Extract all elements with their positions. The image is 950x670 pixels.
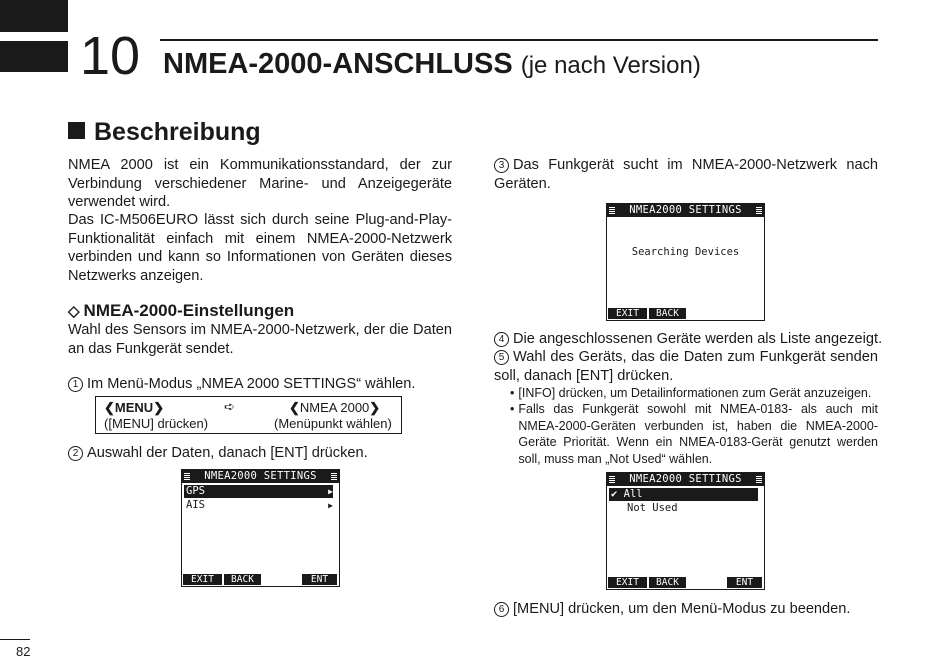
step-2 (68, 444, 368, 463)
step-text: Im Menü-Modus „NMEA 2000 SETTINGS“ wählen. (87, 376, 416, 392)
lcd-header-text: NMEA2000 SETTINGS (629, 204, 742, 216)
step-text: Das Funkgerät sucht im NMEA-2000-Netzwerk nach Geräten. (494, 157, 878, 192)
step-number: 4 (494, 332, 509, 347)
bullet-dot: • (510, 386, 515, 400)
step-text: [MENU] drücken, um den Menü-Modus zu beenden. (513, 601, 851, 617)
exit-softkey[interactable]: EXIT (608, 308, 647, 319)
lcd-header (182, 470, 339, 483)
intro-paragraph-2: Das IC-M506EURO lässt sich durch seine Plug-and-Play-Funktionalität einfach mit einem NMEA-2000-Netzwerk verbinden und kann so Informationen von Geräten dieses Netzwerks anzeigen. (68, 212, 452, 284)
step-number: 6 (494, 602, 509, 617)
ent-softkey[interactable]: ENT (302, 574, 337, 585)
lcd-screen-settings (181, 469, 340, 587)
chapter-title (163, 44, 701, 86)
menu-item-hint: (Menüpunkt wählen) (274, 416, 392, 431)
step-number: 2 (68, 446, 83, 461)
subsection-title (68, 300, 294, 323)
chapter-rule (160, 39, 878, 41)
menu-bars-icon (756, 207, 762, 214)
lcd-header-text: NMEA2000 SETTINGS (629, 473, 742, 485)
menu-bars-icon (756, 476, 762, 483)
chapter-title-main: NMEA-2000-ANSCHLUSS (163, 48, 513, 80)
step-text: Wahl des Geräts, das die Daten zum Funkgerät senden soll, danach [ENT] drücken. (494, 349, 878, 384)
back-softkey[interactable]: BACK (224, 574, 261, 585)
lcd-screen-device-list (606, 472, 765, 590)
step-3 (494, 156, 878, 193)
menu-item-label: ❮NMEA 2000❯ (289, 400, 381, 415)
step-text: Die angeschlossenen Geräte werden als Liste angezeigt. (513, 331, 883, 347)
lcd-row-ais[interactable] (184, 499, 333, 512)
subsection-text: Wahl des Sensors im NMEA-2000-Netzwerk, der die Daten an das Funkgerät sendet. (68, 322, 452, 357)
menu-item-text: NMEA 2000 (299, 400, 370, 415)
ent-softkey[interactable]: ENT (727, 577, 762, 588)
lcd-row-gps[interactable] (184, 485, 333, 498)
menu-bars-icon (609, 207, 615, 214)
step-text: Auswahl der Daten, danach [ENT] drücken. (87, 445, 368, 461)
step-number: 5 (494, 350, 509, 365)
lcd-header-text: NMEA2000 SETTINGS (204, 470, 317, 482)
bullet-text: Falls das Funkgerät sowohl mit NMEA-0183- als auch mit NMEA-2000-Geräten verbunden ist, haben die NMEA-2000-Geräte Priorität. Wenn ein NMEA-0183-Gerät genutzt werden soll, muss man „Not Used“ wählen. (518, 402, 878, 466)
page-number: 82 (16, 644, 31, 659)
exit-softkey[interactable]: EXIT (183, 574, 222, 585)
bullet-text: [INFO] drücken, um Detailinformationen zum Gerät anzuzeigen. (518, 386, 872, 400)
step-4 (494, 330, 882, 349)
lcd-row-label: GPS (186, 485, 205, 497)
diamond-icon: ◇ (68, 303, 80, 320)
lcd-row-label: Not Used (627, 502, 678, 514)
intro-paragraph-1: NMEA 2000 ist ein Kommunikationsstandard, der zur Verbindung verschiedener Marine- und Anzeigegeräte verwendet wird. (68, 157, 452, 210)
lcd-header (607, 204, 764, 217)
menu-bars-icon (184, 473, 190, 480)
chapter-tab-lower (0, 41, 68, 72)
menu-key-label: ❮MENU❯ (104, 400, 165, 415)
menu-bars-icon (609, 476, 615, 483)
lcd-row-label: All (623, 488, 643, 500)
page-number-rule (0, 639, 30, 640)
menu-key-hint: ([MENU] drücken) (104, 416, 209, 431)
back-softkey[interactable]: BACK (649, 308, 686, 319)
section-title-text: Beschreibung (94, 118, 261, 146)
lcd-header (607, 473, 764, 486)
chapter-number: 10 (80, 26, 141, 86)
step-6 (494, 600, 850, 619)
lcd-screen-searching (606, 203, 765, 321)
subsection-title-text: NMEA-2000-Einstellungen (83, 301, 295, 320)
triangle-right-icon: ▶ (328, 487, 333, 496)
step-number: 3 (494, 158, 509, 173)
section-title (68, 116, 261, 148)
bullet-info (510, 385, 878, 402)
searching-message: Searching Devices (631, 246, 740, 258)
square-bullet-icon (68, 122, 85, 139)
triangle-right-icon: ▶ (328, 501, 333, 510)
lcd-row-all[interactable] (609, 488, 758, 501)
step-5 (494, 348, 878, 385)
bullet-priority (510, 401, 878, 467)
exit-softkey[interactable]: EXIT (608, 577, 647, 588)
chapter-tab-upper (0, 0, 68, 32)
arrow-right-icon: ➪ (224, 399, 235, 414)
checkmark-icon: ✔ (611, 488, 618, 500)
lcd-row-not-used[interactable] (609, 502, 758, 515)
bullet-dot: • (510, 402, 515, 416)
lcd-row-label: AIS (186, 499, 205, 511)
menu-key-text: MENU (114, 400, 154, 415)
menu-path-box (95, 396, 402, 434)
chapter-title-sub: (je nach Version) (520, 52, 701, 79)
menu-bars-icon (331, 473, 337, 480)
step-number: 1 (68, 377, 83, 392)
step-1 (68, 375, 415, 394)
back-softkey[interactable]: BACK (649, 577, 686, 588)
